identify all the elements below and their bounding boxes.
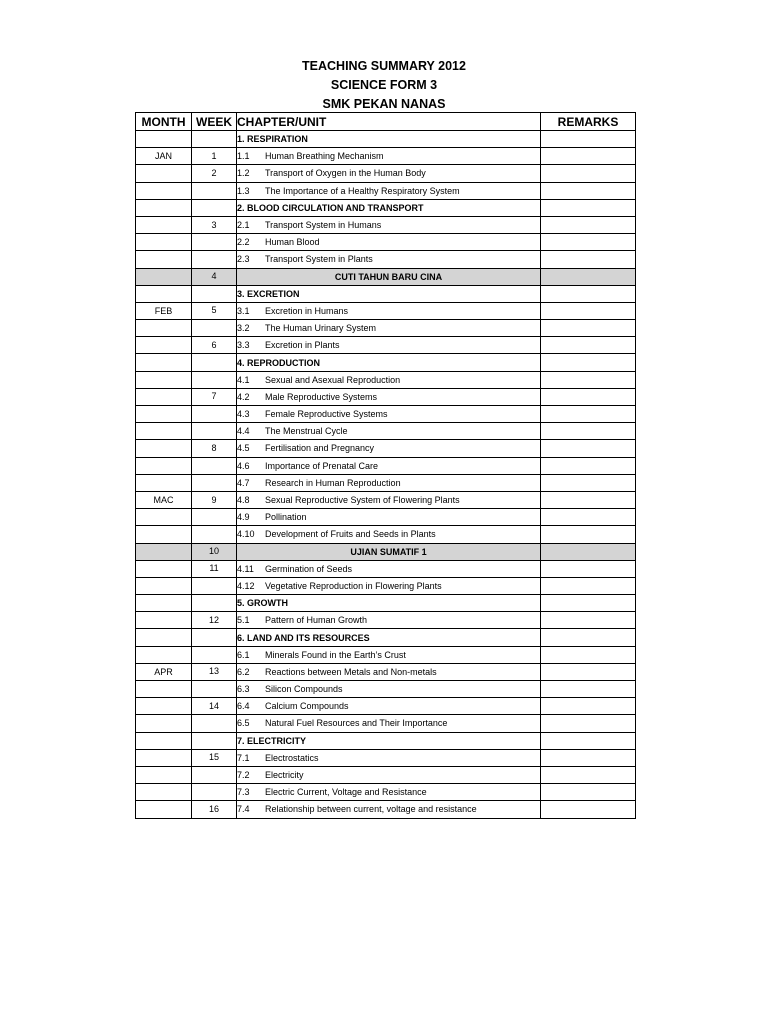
- holiday-row: [136, 543, 636, 560]
- month-cell: [136, 715, 192, 732]
- subtopic-number: 2.3: [237, 254, 250, 265]
- subtopic-title: Male Reproductive Systems: [265, 391, 378, 402]
- chapter-cell: [237, 698, 541, 715]
- week-cell: 4: [192, 268, 237, 285]
- subtopic-number: 4.5: [237, 443, 250, 454]
- subtopic-title: Calcium Compounds: [265, 701, 349, 712]
- week-cell: 8: [192, 440, 237, 457]
- table-row: [136, 234, 636, 251]
- month-cell: [136, 337, 192, 354]
- subtopic-number: 2.1: [237, 220, 250, 231]
- week-cell: 11: [192, 560, 237, 577]
- remarks-cell: [541, 423, 636, 440]
- table-row: [136, 440, 636, 457]
- chapter-cell: [237, 663, 541, 680]
- month-cell: [136, 285, 192, 302]
- table-row: [136, 302, 636, 319]
- subtopic-title: Pollination: [265, 512, 307, 523]
- chapter-title: 7. ELECTRICITY: [237, 735, 307, 746]
- table-row: [136, 749, 636, 766]
- table-row: [136, 698, 636, 715]
- table-row: [136, 646, 636, 663]
- table-row: [136, 491, 636, 508]
- week-cell: [192, 423, 237, 440]
- remarks-cell: [541, 595, 636, 612]
- month-cell: [136, 698, 192, 715]
- chapter-title: 4. REPRODUCTION: [237, 357, 321, 368]
- remarks-cell: [541, 663, 636, 680]
- chapter-heading-row: [136, 131, 636, 148]
- remarks-cell: [541, 268, 636, 285]
- remarks-cell: [541, 371, 636, 388]
- chapter-cell: [237, 337, 541, 354]
- table-row: [136, 148, 636, 165]
- remarks-cell: [541, 388, 636, 405]
- chapter-cell: [237, 491, 541, 508]
- week-cell: [192, 646, 237, 663]
- chapter-cell: [237, 406, 541, 423]
- chapter-cell: [237, 165, 541, 182]
- chapter-cell: [237, 474, 541, 491]
- week-cell: [192, 131, 237, 148]
- week-cell: 1: [192, 148, 237, 165]
- subtopic-number: 1.2: [237, 168, 250, 179]
- month-cell: [136, 732, 192, 749]
- subtopic-number: 4.4: [237, 426, 250, 437]
- chapter-cell: [237, 440, 541, 457]
- remarks-cell: [541, 784, 636, 801]
- subtopic-number: 4.11: [237, 563, 254, 574]
- month-cell: JAN: [136, 148, 192, 165]
- subtopic-title: Electric Current, Voltage and Resistance: [265, 787, 427, 798]
- remarks-cell: [541, 732, 636, 749]
- remarks-cell: [541, 182, 636, 199]
- chapter-title: 6. LAND AND ITS RESOURCES: [237, 632, 370, 643]
- month-cell: FEB: [136, 302, 192, 319]
- remarks-cell: [541, 629, 636, 646]
- remarks-cell: [541, 766, 636, 783]
- chapter-heading-row: [136, 595, 636, 612]
- subtopic-number: 1.3: [237, 185, 250, 196]
- chapter-title: 5. GROWTH: [237, 598, 288, 609]
- subtopic-title: Transport System in Plants: [265, 254, 373, 265]
- week-cell: [192, 371, 237, 388]
- table-row: [136, 320, 636, 337]
- month-cell: [136, 268, 192, 285]
- chapter-cell: [237, 732, 541, 749]
- chapter-cell: [237, 285, 541, 302]
- month-cell: [136, 251, 192, 268]
- subtopic-number: 6.3: [237, 684, 250, 695]
- chapter-title: 2. BLOOD CIRCULATION AND TRANSPORT: [237, 202, 424, 213]
- remarks-cell: [541, 491, 636, 508]
- event-label: UJIAN SUMATIF 1: [350, 546, 427, 557]
- chapter-cell: [237, 388, 541, 405]
- month-cell: [136, 406, 192, 423]
- week-cell: 13: [192, 663, 237, 680]
- subtopic-title: Fertilisation and Pregnancy: [265, 443, 375, 454]
- subtopic-number: 2.2: [237, 237, 250, 248]
- month-cell: [136, 216, 192, 233]
- month-cell: [136, 440, 192, 457]
- week-cell: [192, 509, 237, 526]
- subtopic-number: 4.10: [237, 529, 255, 540]
- week-cell: 3: [192, 216, 237, 233]
- chapter-cell: [237, 268, 541, 285]
- week-cell: [192, 732, 237, 749]
- subtopic-title: The Human Urinary System: [265, 323, 377, 334]
- table-row: [136, 423, 636, 440]
- chapter-cell: [237, 801, 541, 818]
- table-row: [136, 509, 636, 526]
- subtopic-number: 6.2: [237, 666, 250, 677]
- chapter-cell: [237, 354, 541, 371]
- week-cell: [192, 320, 237, 337]
- month-cell: [136, 182, 192, 199]
- month-cell: [136, 595, 192, 612]
- holiday-row: [136, 268, 636, 285]
- table-row: [136, 457, 636, 474]
- month-cell: [136, 629, 192, 646]
- subtopic-title: Excretion in Humans: [265, 305, 349, 316]
- subtopic-number: 6.1: [237, 649, 250, 660]
- chapter-heading-row: [136, 199, 636, 216]
- chapter-cell: [237, 560, 541, 577]
- month-cell: [136, 801, 192, 818]
- week-cell: 2: [192, 165, 237, 182]
- document-title: TEACHING SUMMARY 2012: [302, 59, 466, 73]
- subtopic-number: 3.1: [237, 305, 250, 316]
- month-cell: [136, 560, 192, 577]
- week-cell: [192, 526, 237, 543]
- remarks-cell: [541, 251, 636, 268]
- week-cell: [192, 474, 237, 491]
- remarks-cell: [541, 577, 636, 594]
- table-row: [136, 526, 636, 543]
- week-cell: [192, 182, 237, 199]
- week-cell: [192, 629, 237, 646]
- chapter-cell: [237, 251, 541, 268]
- subtopic-title: Electricity: [265, 770, 304, 781]
- month-cell: [136, 474, 192, 491]
- subtopic-title: Minerals Found in the Earth’s Crust: [265, 649, 406, 660]
- week-cell: [192, 406, 237, 423]
- subtopic-title: Germination of Seeds: [265, 563, 353, 574]
- week-cell: [192, 251, 237, 268]
- subtopic-title: The Menstrual Cycle: [265, 426, 348, 437]
- subtopic-number: 4.2: [237, 391, 250, 402]
- month-cell: [136, 543, 192, 560]
- chapter-cell: [237, 423, 541, 440]
- remarks-cell: [541, 354, 636, 371]
- table-row: [136, 784, 636, 801]
- subtopic-number: 7.3: [237, 787, 250, 798]
- subtopic-title: Sexual Reproductive System of Flowering Plants: [265, 495, 460, 506]
- chapter-cell: [237, 509, 541, 526]
- chapter-cell: [237, 216, 541, 233]
- remarks-cell: [541, 285, 636, 302]
- subtopic-number: 6.4: [237, 701, 250, 712]
- chapter-heading-row: [136, 629, 636, 646]
- chapter-cell: [237, 595, 541, 612]
- subtopic-title: Importance of Prenatal Care: [265, 460, 379, 471]
- month-cell: [136, 577, 192, 594]
- subtopic-title: Reactions between Metals and Non-metals: [265, 666, 437, 677]
- remarks-cell: [541, 560, 636, 577]
- remarks-cell: [541, 148, 636, 165]
- week-cell: [192, 457, 237, 474]
- chapter-cell: [237, 182, 541, 199]
- month-cell: [136, 646, 192, 663]
- month-cell: [136, 234, 192, 251]
- column-header-month: MONTH: [136, 113, 192, 131]
- table-row: [136, 474, 636, 491]
- week-cell: [192, 715, 237, 732]
- table-row: [136, 766, 636, 783]
- subtopic-number: 4.3: [237, 409, 250, 420]
- chapter-cell: [237, 302, 541, 319]
- column-header-chapter: CHAPTER/UNIT: [237, 113, 541, 131]
- week-cell: 16: [192, 801, 237, 818]
- chapter-cell: [237, 612, 541, 629]
- week-cell: [192, 354, 237, 371]
- table-row: [136, 165, 636, 182]
- remarks-cell: [541, 801, 636, 818]
- month-cell: [136, 354, 192, 371]
- remarks-cell: [541, 526, 636, 543]
- remarks-cell: [541, 131, 636, 148]
- subtopic-number: 4.9: [237, 512, 250, 523]
- table-row: [136, 715, 636, 732]
- table-row: [136, 406, 636, 423]
- month-cell: [136, 509, 192, 526]
- subtopic-title: Vegetative Reproduction in Flowering Plants: [265, 580, 442, 591]
- table-row: [136, 801, 636, 818]
- table-row: [136, 560, 636, 577]
- remarks-cell: [541, 234, 636, 251]
- table-row: [136, 577, 636, 594]
- teaching-summary-table: [135, 112, 636, 819]
- week-cell: 14: [192, 698, 237, 715]
- subtopic-title: Silicon Compounds: [265, 684, 343, 695]
- table-row: [136, 371, 636, 388]
- month-cell: [136, 457, 192, 474]
- month-cell: [136, 165, 192, 182]
- remarks-cell: [541, 165, 636, 182]
- document-header: [0, 57, 768, 114]
- remarks-cell: [541, 681, 636, 698]
- remarks-cell: [541, 457, 636, 474]
- remarks-cell: [541, 320, 636, 337]
- subtopic-title: Transport System in Humans: [265, 220, 382, 231]
- chapter-heading-row: [136, 354, 636, 371]
- chapter-heading-row: [136, 285, 636, 302]
- remarks-cell: [541, 474, 636, 491]
- table-row: [136, 663, 636, 680]
- month-cell: APR: [136, 663, 192, 680]
- subtopic-number: 1.1: [237, 151, 250, 162]
- table-row: [136, 216, 636, 233]
- chapter-cell: [237, 371, 541, 388]
- table-row: [136, 681, 636, 698]
- week-cell: 7: [192, 388, 237, 405]
- subtopic-number: 4.7: [237, 477, 250, 488]
- subtopic-title: Natural Fuel Resources and Their Importance: [265, 718, 448, 729]
- week-cell: [192, 784, 237, 801]
- subtopic-title: The Importance of a Healthy Respiratory System: [265, 185, 460, 196]
- subtopic-title: Transport of Oxygen in the Human Body: [265, 168, 426, 179]
- chapter-cell: [237, 131, 541, 148]
- month-cell: [136, 766, 192, 783]
- week-cell: 12: [192, 612, 237, 629]
- subtopic-number: 3.2: [237, 323, 250, 334]
- subtopic-number: 4.12: [237, 580, 255, 591]
- chapter-cell: [237, 199, 541, 216]
- week-cell: [192, 681, 237, 698]
- chapter-cell: [237, 715, 541, 732]
- chapter-cell: [237, 148, 541, 165]
- subtopic-number: 7.2: [237, 770, 250, 781]
- chapter-cell: [237, 234, 541, 251]
- remarks-cell: [541, 509, 636, 526]
- chapter-cell: [237, 766, 541, 783]
- month-cell: [136, 681, 192, 698]
- subtopic-number: 7.4: [237, 804, 250, 815]
- column-header-week: WEEK: [192, 113, 237, 131]
- month-cell: MAC: [136, 491, 192, 508]
- week-cell: 6: [192, 337, 237, 354]
- chapter-cell: [237, 646, 541, 663]
- month-cell: [136, 371, 192, 388]
- subtopic-title: Human Blood: [265, 237, 320, 248]
- chapter-cell: [237, 629, 541, 646]
- chapter-cell: [237, 681, 541, 698]
- subtopic-number: 3.3: [237, 340, 250, 351]
- month-cell: [136, 199, 192, 216]
- chapter-cell: [237, 526, 541, 543]
- table-row: [136, 388, 636, 405]
- subject-title: SCIENCE FORM 3: [330, 78, 438, 92]
- subtopic-number: 7.1: [237, 752, 250, 763]
- remarks-cell: [541, 543, 636, 560]
- subtopic-number: 6.5: [237, 718, 250, 729]
- week-cell: [192, 285, 237, 302]
- remarks-cell: [541, 216, 636, 233]
- subtopic-title: Pattern of Human Growth: [265, 615, 368, 626]
- subtopic-title: Development of Fruits and Seeds in Plants: [265, 529, 436, 540]
- month-cell: [136, 320, 192, 337]
- chapter-cell: [237, 543, 541, 560]
- table-row: [136, 612, 636, 629]
- subtopic-title: Electrostatics: [265, 752, 319, 763]
- subtopic-title: Relationship between current, voltage and resistance: [265, 804, 477, 815]
- remarks-cell: [541, 199, 636, 216]
- chapter-title: 3. EXCRETION: [237, 288, 300, 299]
- remarks-cell: [541, 406, 636, 423]
- subtopic-title: Research in Human Reproduction: [265, 477, 401, 488]
- remarks-cell: [541, 646, 636, 663]
- week-cell: 9: [192, 491, 237, 508]
- remarks-cell: [541, 749, 636, 766]
- school-title: SMK PEKAN NANAS: [322, 97, 446, 111]
- week-cell: 15: [192, 749, 237, 766]
- week-cell: 10: [192, 543, 237, 560]
- subtopic-title: Sexual and Asexual Reproduction: [265, 374, 401, 385]
- chapter-cell: [237, 577, 541, 594]
- month-cell: [136, 612, 192, 629]
- chapter-heading-row: [136, 732, 636, 749]
- chapter-cell: [237, 457, 541, 474]
- subtopic-number: 4.6: [237, 460, 250, 471]
- subtopic-number: 4.1: [237, 374, 250, 385]
- remarks-cell: [541, 440, 636, 457]
- chapter-cell: [237, 784, 541, 801]
- subtopic-number: 5.1: [237, 615, 250, 626]
- week-cell: [192, 595, 237, 612]
- subtopic-title: Human Breathing Mechanism: [265, 151, 384, 162]
- chapter-cell: [237, 320, 541, 337]
- week-cell: [192, 766, 237, 783]
- remarks-cell: [541, 612, 636, 629]
- remarks-cell: [541, 337, 636, 354]
- week-cell: [192, 577, 237, 594]
- week-cell: 5: [192, 302, 237, 319]
- subtopic-title: Female Reproductive Systems: [265, 409, 388, 420]
- remarks-cell: [541, 698, 636, 715]
- week-cell: [192, 234, 237, 251]
- remarks-cell: [541, 302, 636, 319]
- column-header-remarks: REMARKS: [541, 113, 636, 131]
- table-row: [136, 337, 636, 354]
- month-cell: [136, 131, 192, 148]
- table-body: [136, 131, 636, 819]
- month-cell: [136, 423, 192, 440]
- event-label: CUTI TAHUN BARU CINA: [334, 271, 443, 282]
- month-cell: [136, 526, 192, 543]
- table-header-row: [136, 113, 636, 131]
- table-row: [136, 251, 636, 268]
- subtopic-number: 4.8: [237, 495, 250, 506]
- subtopic-title: Excretion in Plants: [265, 340, 340, 351]
- month-cell: [136, 388, 192, 405]
- month-cell: [136, 784, 192, 801]
- chapter-title: 1. RESPIRATION: [237, 134, 308, 145]
- month-cell: [136, 749, 192, 766]
- remarks-cell: [541, 715, 636, 732]
- chapter-cell: [237, 749, 541, 766]
- table-row: [136, 182, 636, 199]
- week-cell: [192, 199, 237, 216]
